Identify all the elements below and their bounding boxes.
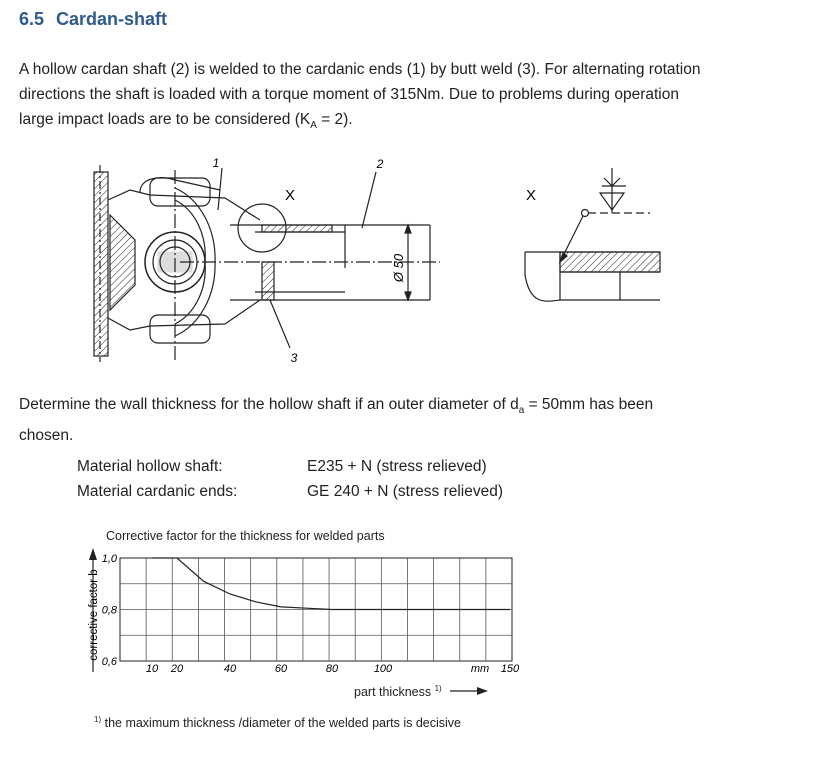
section-title: Cardan-shaft <box>56 9 168 29</box>
chart-frame <box>120 558 512 661</box>
da-subscript: a <box>518 405 525 417</box>
y-tick-label: 0,8 <box>101 604 117 617</box>
y-tick-label: 0,6 <box>101 656 117 668</box>
material-label-shaft: Material hollow shaft: <box>77 458 223 475</box>
x-axis-label-text: part thickness <box>354 685 432 700</box>
y-tick-label: 1,0 <box>101 553 117 565</box>
x-unit-label: mm <box>470 663 490 675</box>
question-text: Determine the wall thickness for the hollow shaft if an outer diameter of d <box>19 396 519 413</box>
chart-ticks <box>102 553 520 675</box>
diameter-label: Ø 50 <box>391 253 406 283</box>
cardan-shaft-drawing <box>0 0 813 380</box>
question-paragraph <box>19 392 779 448</box>
x-tick-label: 80 <box>325 663 339 675</box>
x-tick-label: 100 <box>373 663 393 675</box>
question-line-2: chosen. <box>19 427 74 445</box>
section-number: 6.5 <box>19 9 45 29</box>
intro-line-2: directions the shaft is loaded with a torque moment of 315Nm. Due to problems during operation <box>19 86 679 103</box>
material-value-shaft: E235 + N (stress relieved) <box>307 458 487 475</box>
x-tick-label: 20 <box>170 663 184 675</box>
label-x-main: X <box>284 187 296 204</box>
x-axis-arrowhead <box>477 687 488 695</box>
x-tick-label: 150 <box>500 663 520 675</box>
ka-subscript: A <box>310 120 317 132</box>
y-axis-label: corrective factor b <box>88 569 100 661</box>
x-axis-footnote-mark: 1) <box>434 684 442 693</box>
material-label-ends: Material cardanic ends: <box>77 483 238 500</box>
label-1: 1 <box>212 156 220 170</box>
chart-title: Corrective factor for the thickness for welded parts <box>106 529 385 543</box>
corrective-factor-curve <box>152 558 510 610</box>
x-axis-label <box>354 684 442 699</box>
y-axis-arrowhead <box>89 548 97 560</box>
footnote <box>94 715 461 730</box>
footnote-text: the maximum thickness /diameter of the welded parts is decisive <box>101 716 462 731</box>
label-2: 2 <box>376 157 384 171</box>
x-tick-label: 10 <box>145 663 159 675</box>
label-x-detail: X <box>525 187 537 204</box>
question-text-end: = 50mm has been <box>524 396 654 413</box>
intro-line-3-text: large impact loads are to be considered (K <box>19 111 311 128</box>
footnote-mark: 1) <box>94 715 102 724</box>
material-value-ends: GE 240 + N (stress relieved) <box>307 483 503 500</box>
chart-grid <box>120 558 512 661</box>
label-3: 3 <box>290 351 298 365</box>
intro-line-1: A hollow cardan shaft (2) is welded to the cardanic ends (1) by butt weld (3). For alternating rotation <box>19 61 701 78</box>
x-tick-label: 60 <box>274 663 288 675</box>
question-line-1 <box>19 392 779 423</box>
x-tick-label: 40 <box>223 663 237 675</box>
intro-line-3-end: = 2). <box>316 111 353 128</box>
flange-hatch <box>94 172 108 356</box>
